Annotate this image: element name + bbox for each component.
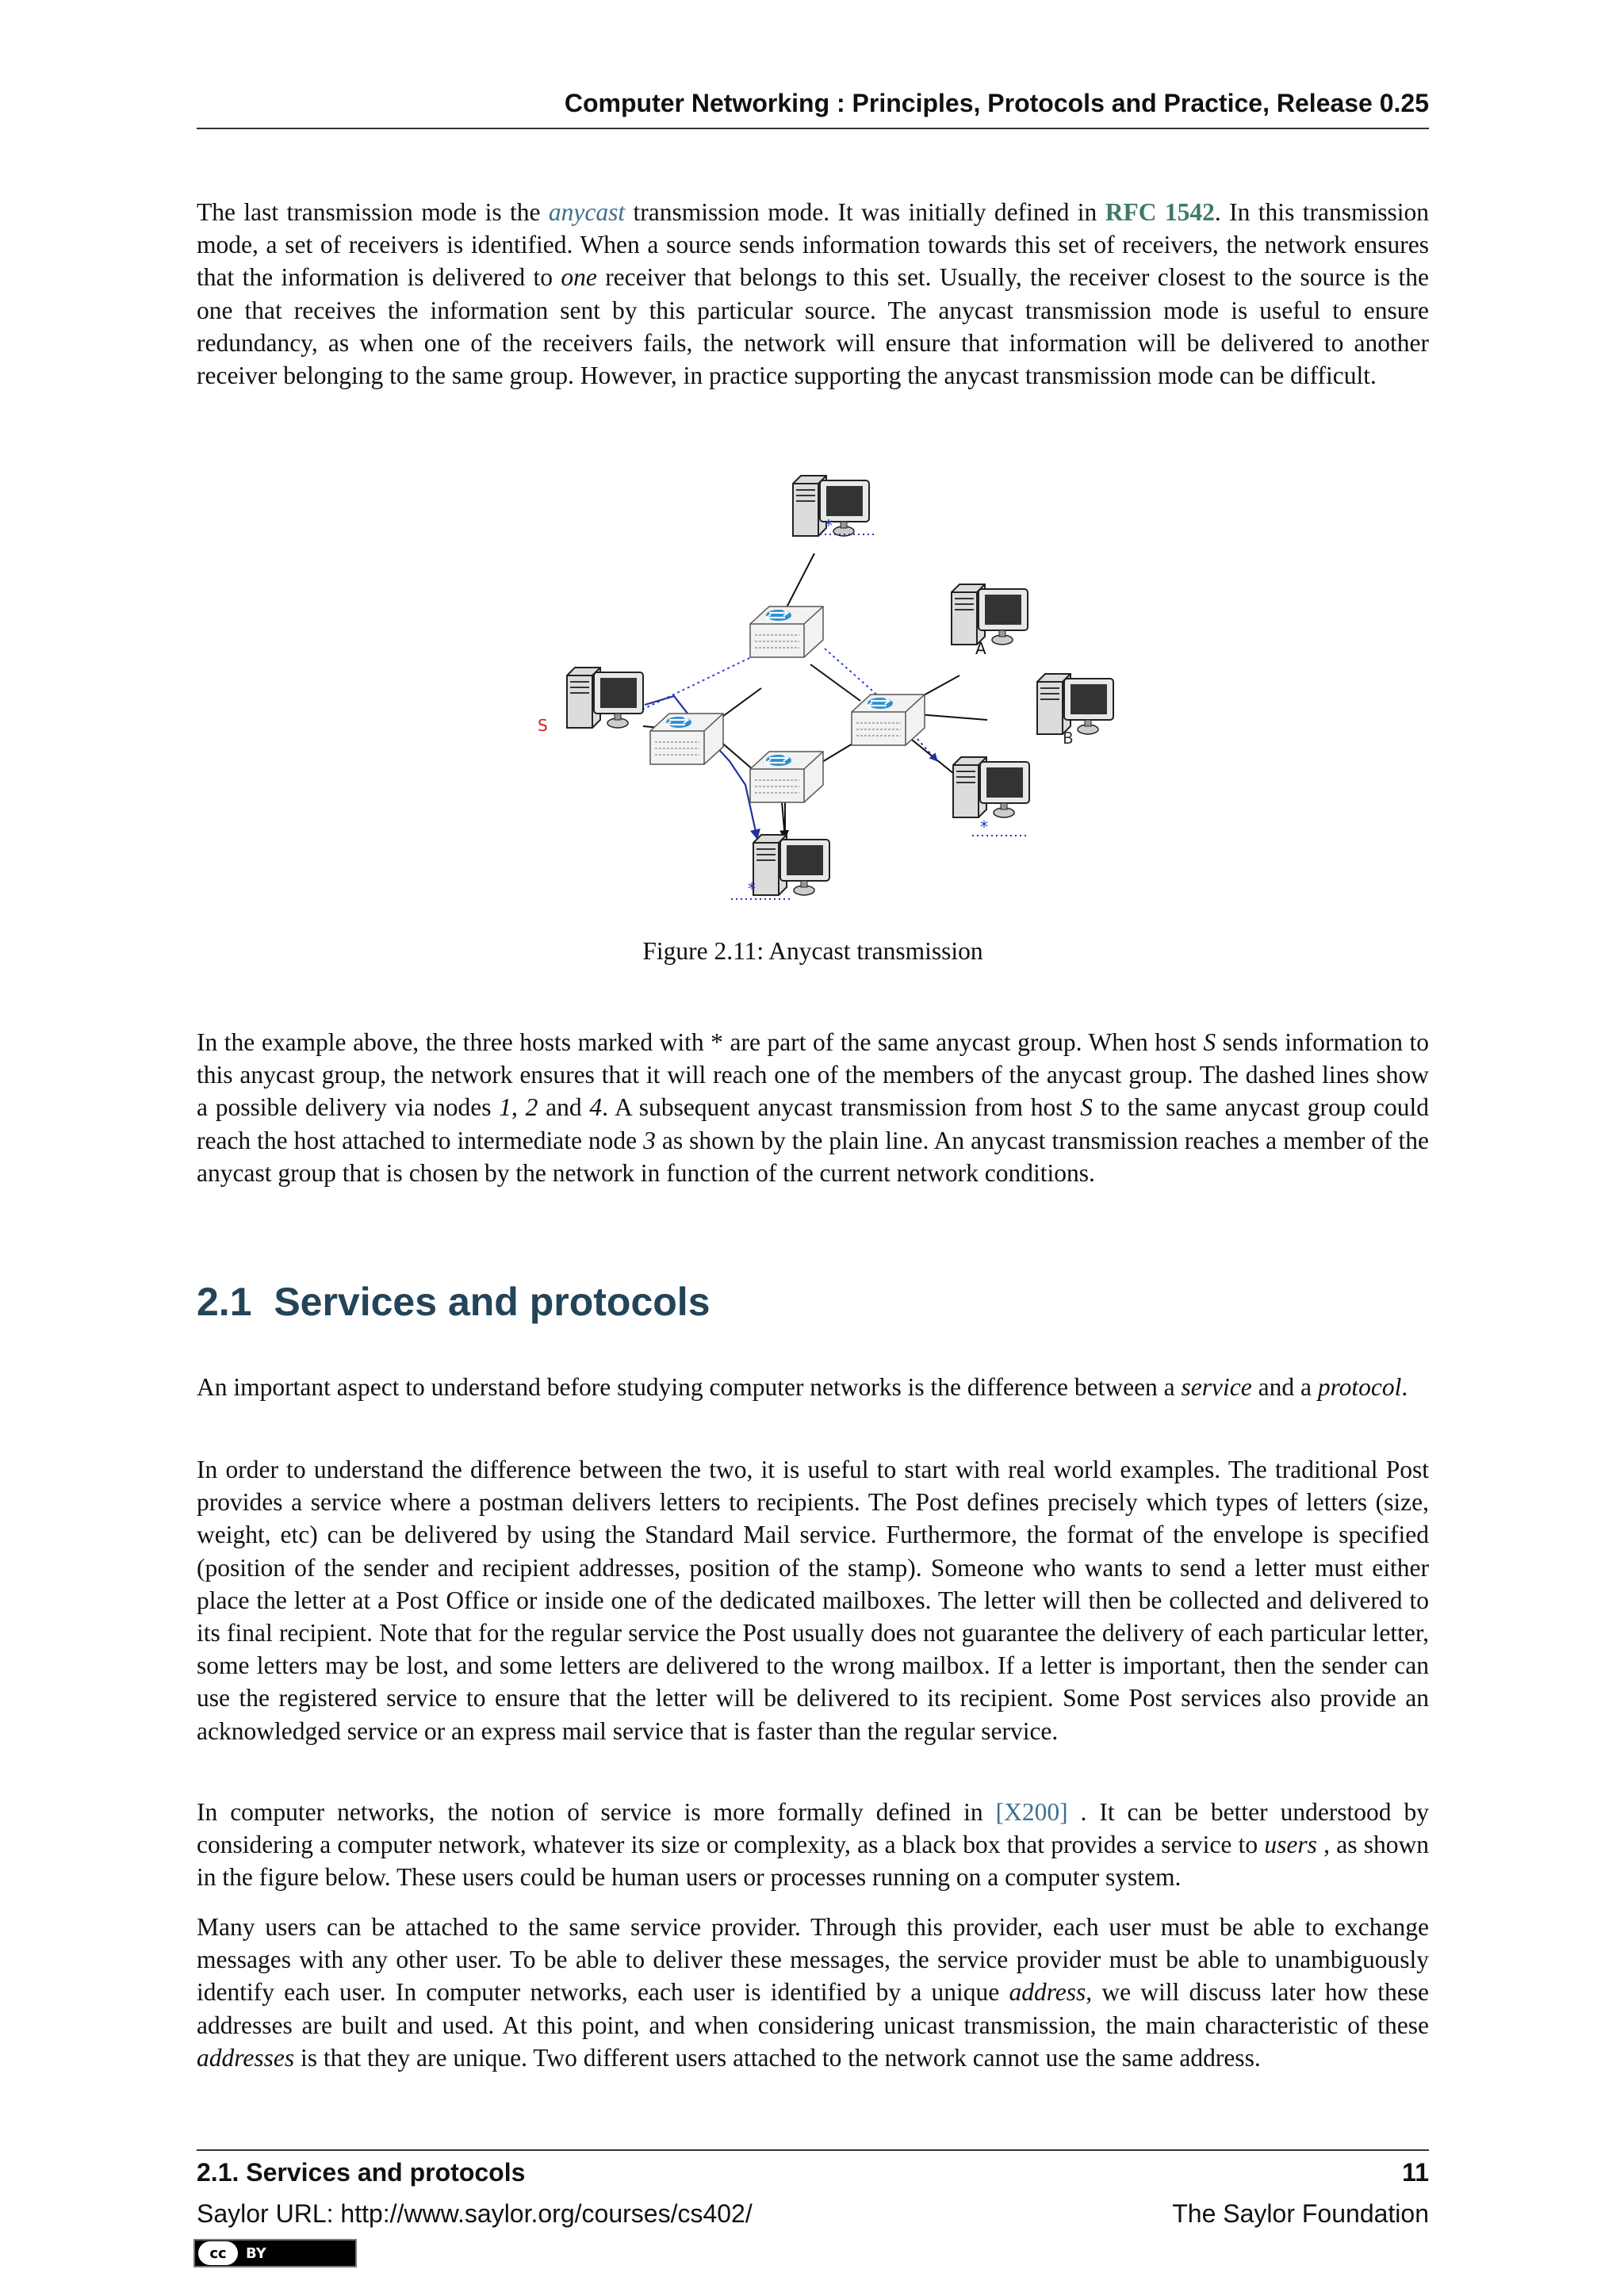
users-paragraph: Many users can be attached to the same service provider. Through this provider, each user must be able to exchange messages with any other user. To be able to deliver these messages, the service provider must be able to unambiguously identify each user. In computer networks, each user is identified by a unique address, we will discuss later how these addresses are built and used. At this point, and when considering unicast transmission, the main characteristic of these addresses is that they are unique. Two different users attached to the network cannot use the same address. [197,1913,1429,2072]
router-node-1 [750,607,823,657]
anycast-marker-top: * [825,516,833,535]
rfc-1542-link[interactable]: RFC 1542 [1105,198,1215,226]
intro-paragraph: An important aspect to understand before studying computer networks is the difference between a service and a protocol. [197,1373,1408,1401]
anycast-paragraph: The last transmission mode is the anycast transmission mode. It was initially defined in RFC 1542. In this transmission mode, a set of receivers is identified. When a source sends information towards this set of receivers, the network ensures that the information is delivered to one receiver that belongs to this set. Usually, the receiver closest to the source is the one that receives the information sent by this particular source. The anycast transmission mode is useful to ensure redundancy, as when one of the receivers fails, the network will ensure that information will be delivered to another receiver belonging to the same group. However, in practice supporting the anycast transmission mode can be difficult. [197,198,1429,390]
host-a [952,584,1028,645]
host-right-anycast [953,757,1029,817]
cc-by-license-badge[interactable] [193,2239,357,2267]
saylor-foundation: The Saylor Foundation [1172,2199,1429,2228]
page-number: 11 [1402,2158,1429,2187]
host-b [1037,674,1113,734]
router-node-2 [852,695,925,745]
footer-section-label: 2.1. Services and protocols [197,2158,526,2187]
post-paragraph: In order to understand the difference between the two, it is useful to start with real world examples. The traditional Post provides a service where a postman delivers letters to recipients. The Post defines precisely which types of letters (size, weight, etc) can be delivered by using the Standard Mail service. Furthermore, the format of the envelope is specified (position of the sender and recipient addresses, position of the stamp). Someone who wants to send a letter must either place the letter at a Post Office or inside one of the dedicated mailboxes. The letter will then be collected and delivered to its final recipient. Note that for the regular service the Post usually does not guarantee the delivery of each particular letter, some letters may be lost, and some letters are delivered to the wrong mailbox. If a letter is important, then the sender can use the registered service to ensure that the letter will be delivered to its recipient. Some Post services also provide an acknowledged service or an express mail service that is faster than the regular service. [197,1456,1429,1745]
router-node-left [650,714,723,764]
anycast-marker-right: * [980,817,988,836]
cc-by-label: BY [246,2244,266,2262]
anycast-marker-bottom: * [748,879,756,898]
service-paragraph: In computer networks, the notion of service is more formally defined in [X200] . It can be better understood by considering a computer network, whatever its size or complexity, as a black box that provides a service to users , as shown in the figure below. These users could be human users or processes running on a computer system. [197,1798,1430,1892]
saylor-url: Saylor URL: http://www.saylor.org/courses/cs402/ [197,2199,753,2228]
host-label-source: S [538,716,548,735]
running-header: Computer Networking : Principles, Protocols and Practice, Release 0.25 [564,89,1429,117]
creative-commons-icon: cc [198,2241,238,2265]
host-source [567,668,643,728]
host-label-b: B [1063,729,1074,748]
footer-rule [197,2149,1429,2151]
example-paragraph: In the example above, the three hosts marked with * are part of the same anycast group. When host S sends information to this anycast group, the network ensures that it will reach one of the members of the anycast group. The dashed lines show a possible delivery via nodes 1, 2 and 4. A subsequent anycast transmission from host S to the same anycast group could reach the host attached to intermediate node 3 as shown by the plain line. An anycast transmission reaches a member of the anycast group that is chosen by the network in function of the current network conditions. [197,1028,1430,1187]
router-node-3 [750,752,823,802]
x200-citation-link[interactable]: [X200] [995,1798,1068,1826]
host-bottom-anycast [753,835,829,895]
figure-caption: Figure 2.11: Anycast transmission [642,937,983,965]
network-links [643,553,987,839]
header-rule [197,128,1429,129]
anycast-link[interactable]: anycast [548,198,626,226]
host-label-a: A [975,639,986,658]
anycast-figure [476,444,1158,920]
section-heading: 2.1 Services and protocols [197,1280,710,1324]
